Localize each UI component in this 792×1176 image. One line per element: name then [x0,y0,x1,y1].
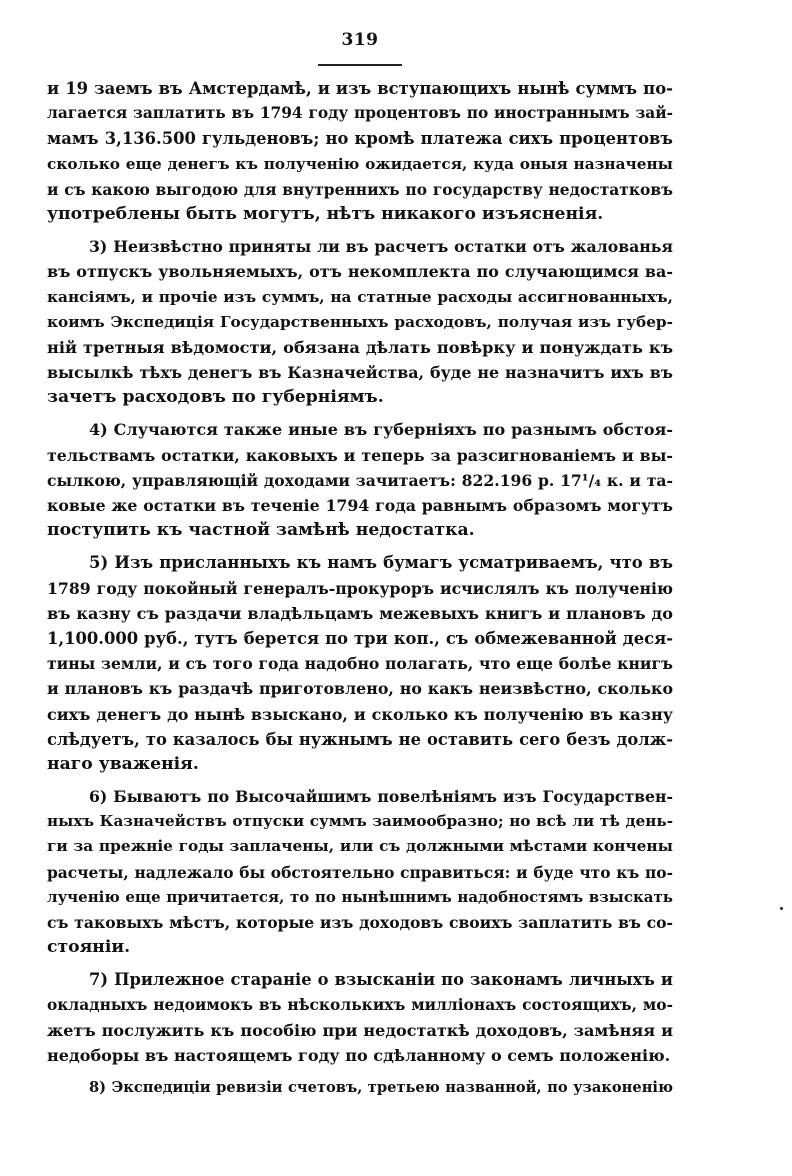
text-line: тельствамъ остатки, каковыхъ и теперь за разсигнованіемъ и вы- [47,445,673,465]
text-line: стояніи. [47,937,131,958]
text-line: зачетъ расходовъ по губерніямъ. [47,387,384,408]
text-line: 5) Изъ присланныхъ къ намъ бумагъ усматриваемъ, что въ [89,553,673,573]
paragraph-8 [47,1075,673,1100]
text-line: расчеты, надлежало бы обстоятельно справиться: и буде что къ по- [47,862,673,882]
text-line: и плановъ къ раздачѣ приготовлено, но какъ неизвѣстно, сколько [47,679,673,699]
paragraph-6 [47,784,673,960]
text-line: 1,100.000 руб., тутъ берется по три коп., съ обмежеванной деся- [47,628,673,648]
page-number-rule [318,64,402,66]
text-line: 6) Бываютъ по Высочайшимъ повелѣніямъ изъ Государствен- [89,787,673,807]
paragraph-1 [47,76,673,227]
text-line: въ отпускъ увольняемыхъ, отъ некомплекта по случающимся ва- [47,262,673,282]
paragraph-3 [47,234,673,410]
text-line: поступить къ частной замѣнѣ недостатка. [47,520,475,541]
text-line: кансіямъ, и прочіе изъ суммъ, на статные расходы ассигнованныхъ, [47,287,673,306]
text-line: 4) Случаются также иные въ губерніяхъ по разнымъ обстоя- [89,420,673,440]
text-line: недоборы въ настоящемъ году по сдѣланному о семъ положенію. [47,1045,671,1065]
text-line: 1789 году покойный генералъ-прокуроръ исчислялъ къ полученію [47,578,673,598]
page-number: 319 [341,30,379,50]
text-line: коимъ Экспедиція Государственныхъ расходовъ, получая изъ губер- [47,312,673,331]
paragraph-7 [47,967,673,1068]
text-line: лученію еще причитается, то по нынѣшнимъ надобностямъ взыскать [47,887,673,906]
text-line: тины земли, и съ того года надобно полагать, что еще болѣе книгъ [47,654,673,674]
text-line: 8) Экспедиціи ревизіи счетовъ, третьею названной, по узаконенію [89,1079,673,1097]
text-line: сихъ денегъ до нынѣ взыскано, и сколько къ полученію въ казну [47,704,673,724]
text-line: съ таковыхъ мѣстъ, которые изъ доходовъ своихъ заплатить въ со- [47,913,673,932]
text-line: 7) Прилежное стараніе о взысканіи по законамъ личныхъ и [89,970,673,990]
text-body [47,76,673,1100]
text-line: и съ какою выгодою для внутреннихъ по государству недостатковъ [47,179,673,199]
paragraph-5 [47,550,673,777]
text-line: сколько еще денегъ къ полученію ожидается, куда оныя назначены [47,154,673,173]
text-line: лагается заплатить въ 1794 году процентовъ по иностраннымъ зай- [47,104,673,123]
text-line: ныхъ Казначействъ отпуски суммъ заимообразно; но всѣ ли тѣ день- [47,812,673,831]
text-line: окладныхъ недоимокъ въ нѣсколькихъ милліонахъ состоящихъ, мо- [47,995,673,1014]
text-line: мамъ 3,136.500 гульденовъ; но кромѣ платежа сихъ процентовъ [47,129,673,149]
text-line: 3) Неизвѣстно приняты ли въ расчетъ остатки отъ жалованья [89,237,673,257]
text-line: слѣдуетъ, то казалось бы нужнымъ не оставить сего безъ долж- [47,729,673,749]
text-line: жетъ послужить къ пособію при недостаткѣ доходовъ, замѣняя и [47,1020,673,1040]
text-line: въ казну съ раздачи владѣльцамъ межевыхъ книгъ и плановъ до [47,603,673,623]
text-line: ковые же остатки въ теченіе 1794 года равнымъ образомъ могутъ [47,496,673,515]
scan-speck [780,907,783,910]
text-line: и 19 заемъ въ Амстердамѣ, и изъ вступающихъ нынѣ суммъ по- [47,79,673,98]
text-line: ги за прежніе годы заплачены, или съ должными мѣстами кончены [47,837,673,856]
text-line: ній третныя вѣдомости, обязана дѣлать повѣрку и понуждать къ [47,337,673,357]
paragraph-4 [47,417,673,543]
text-line: наго уваженія. [47,753,199,774]
text-line: сылкою, управляющій доходами зачитаетъ: 822.196 р. 17¹/₄ к. и та- [47,470,673,490]
text-line: высылкѣ тѣхъ денегъ въ Казначейства, буде не назначитъ ихъ въ [47,363,673,383]
text-line: употреблены быть могутъ, нѣтъ никакого изъясненія. [47,203,604,224]
